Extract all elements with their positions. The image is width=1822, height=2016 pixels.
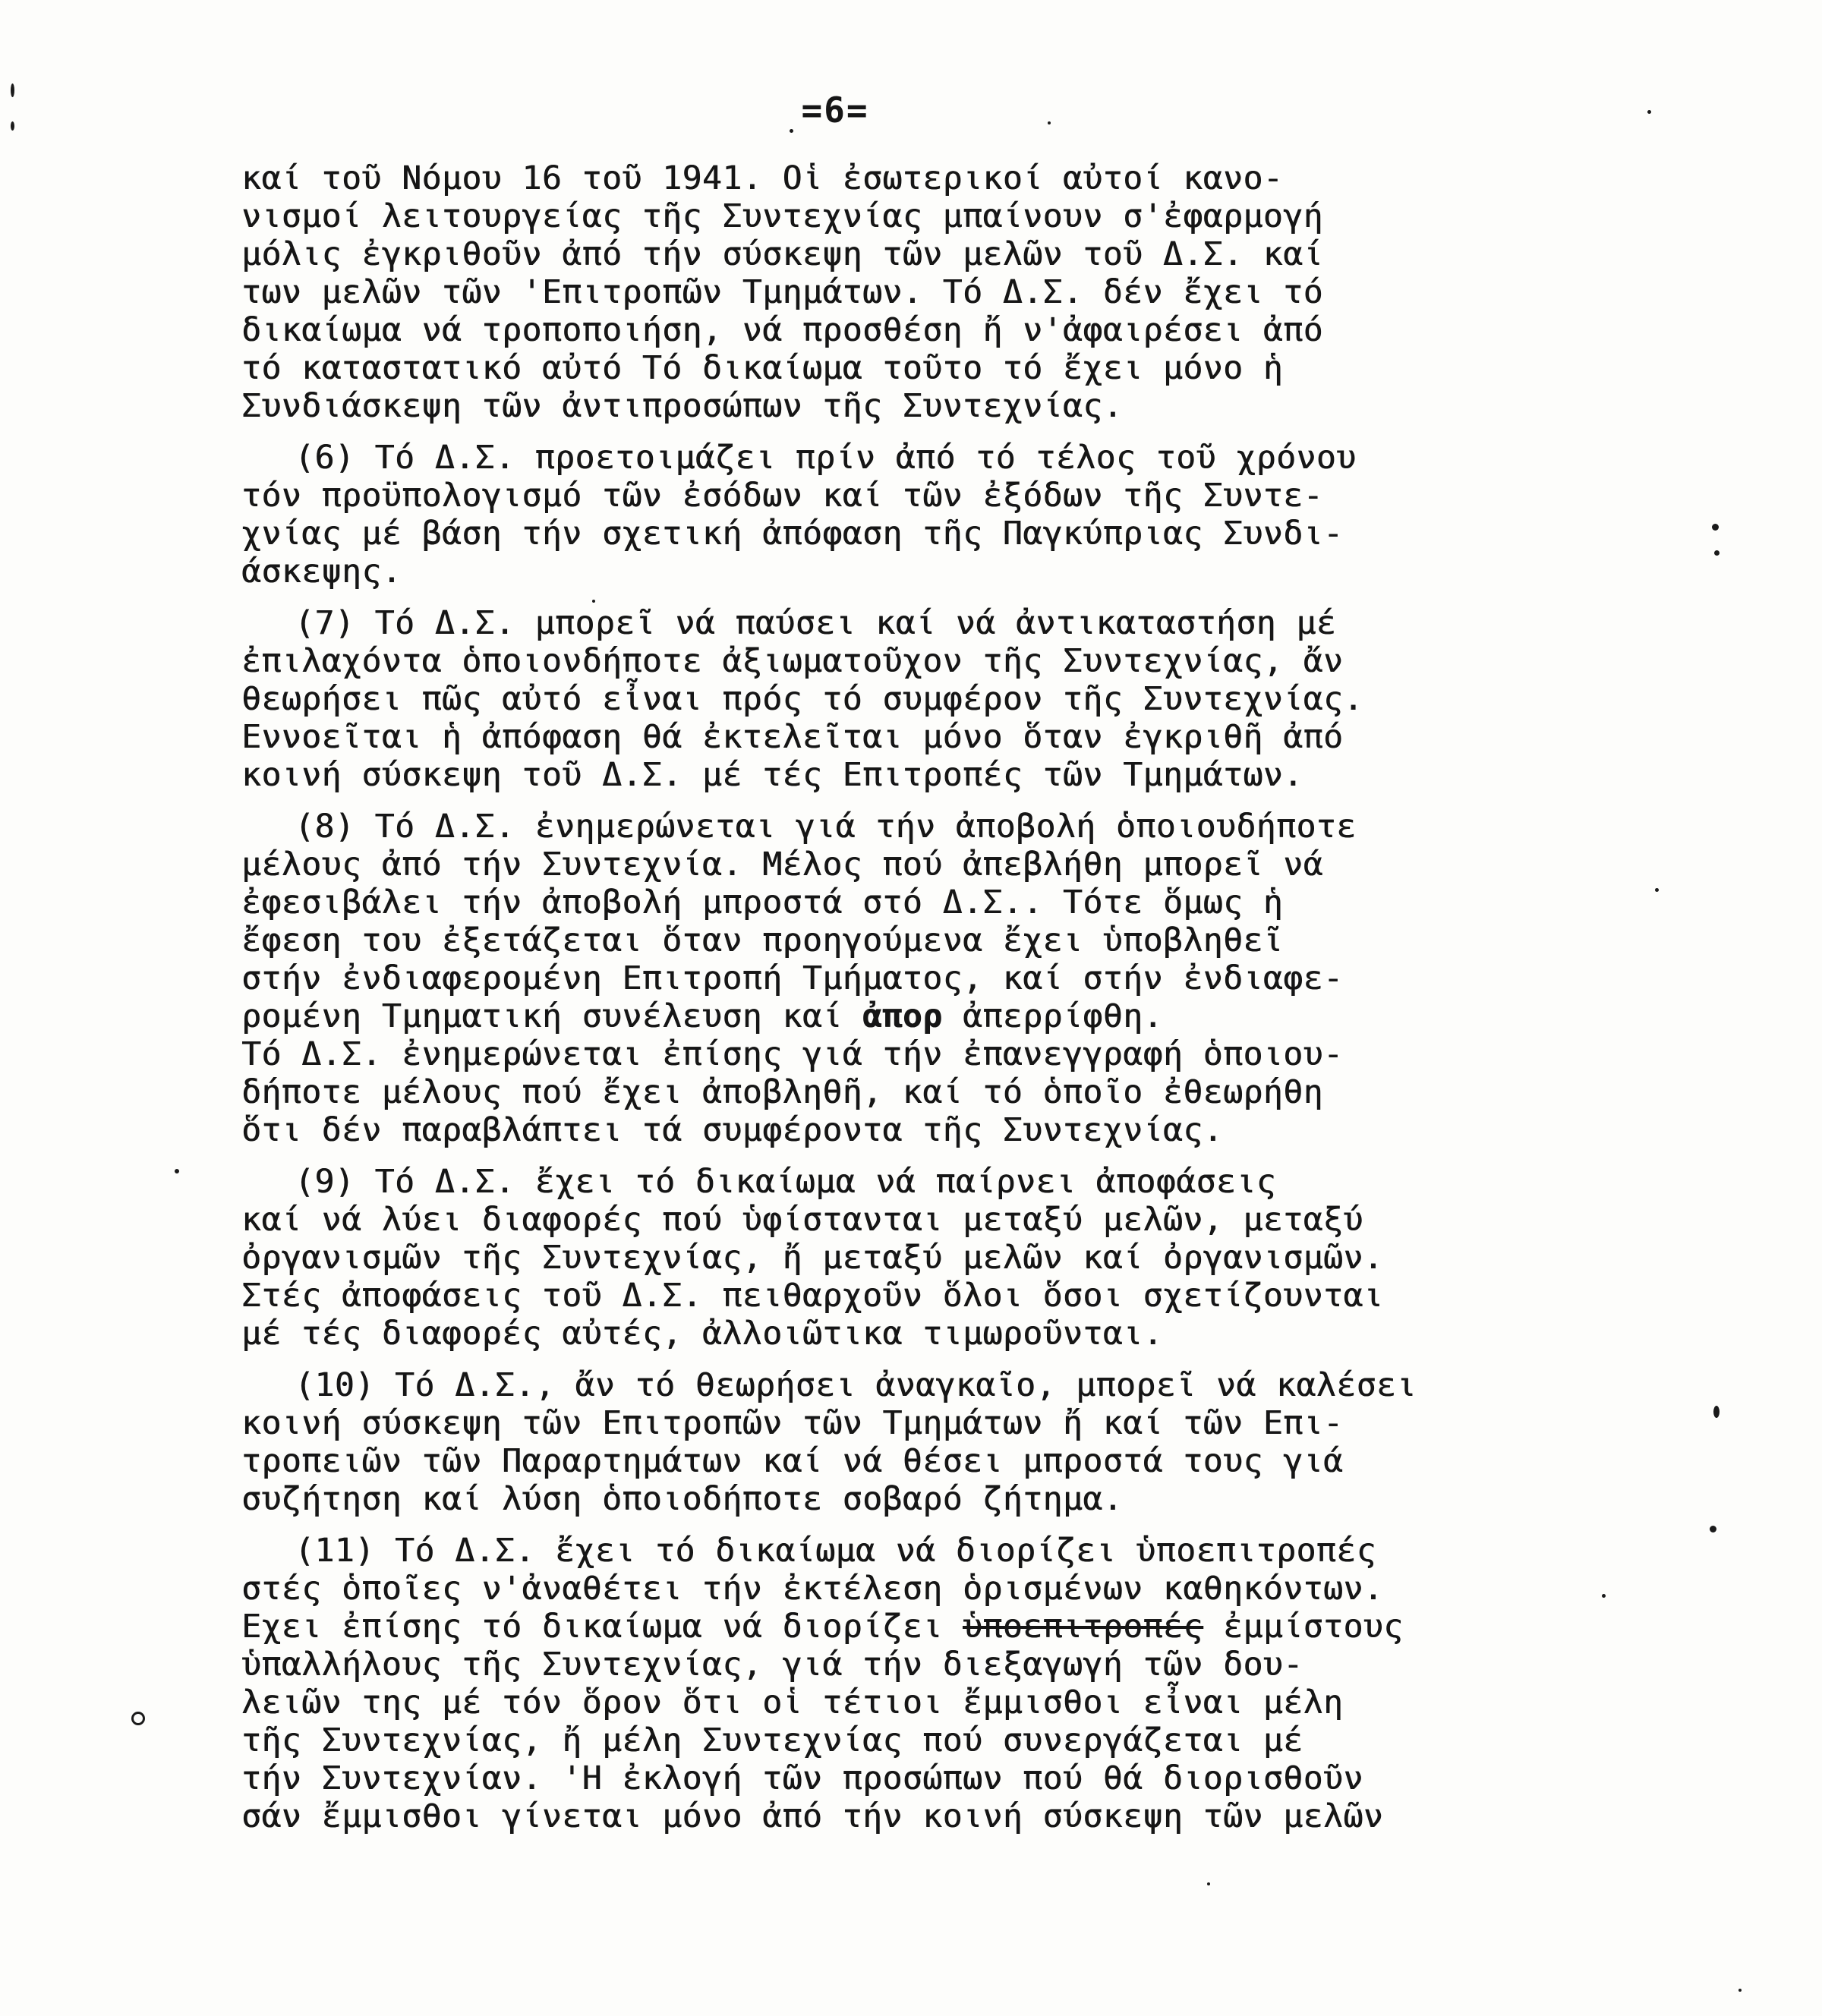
line-text-tail: ἐμμίστους	[1203, 1608, 1404, 1646]
line-text: (11) Τό Δ.Σ. ἔχει τό δικαίωμα νά διορίζει ὑποεπιτροπές	[295, 1532, 1376, 1570]
line-text: ὑπαλλήλους τῆς Συντεχνίας, γιά τήν διεξαγωγή τῶν δου-	[241, 1646, 1303, 1684]
scan-speck	[131, 1712, 145, 1725]
line-text: στήν ἐνδιαφερομένη Επιτροπή Τμήματος, καί στήν ἐνδιαφε-	[241, 959, 1344, 997]
scan-speck	[790, 129, 793, 133]
paragraph	[241, 808, 1585, 1149]
line-text: ἔφεση του ἐξετάζεται ὅταν προηγούμενα ἔχει ὑποβληθεῖ	[241, 921, 1284, 959]
text-line	[241, 1315, 1585, 1353]
text-line	[241, 197, 1585, 235]
line-text: ὀργανισμῶν τῆς Συντεχνίας, ἤ μεταξύ μελῶν καί ὀργανισμῶν.	[241, 1239, 1384, 1277]
text-line	[241, 1277, 1585, 1315]
line-text: κοινή σύσκεψη τῶν Επιτροπῶν τῶν Τμημάτων ἤ καί τῶν Επι-	[241, 1404, 1344, 1442]
line-text: ὅτι δέν παραβλάπτει τά συμφέροντα τῆς Συντεχνίας.	[241, 1111, 1224, 1149]
line-text: (8) Τό Δ.Σ. ἐνημερώνεται γιά τήν ἀποβολή ὁποιουδήποτε	[295, 808, 1357, 846]
text-line	[241, 477, 1585, 515]
text-line	[241, 642, 1585, 680]
scan-speck	[11, 83, 14, 97]
line-text: συζήτηση καί λύση ὁποιοδήποτε σοβαρό ζήτημα.	[241, 1480, 1124, 1518]
scan-speck	[1738, 1989, 1742, 1992]
scan-speck	[175, 1169, 179, 1173]
paragraph	[241, 1163, 1585, 1353]
line-text: νισμοί λειτουργείας τῆς Συντεχνίας μπαίνουν σ'ἐφαρμογή	[241, 197, 1323, 235]
text-line	[241, 884, 1585, 921]
text-line	[241, 349, 1585, 387]
line-text: τό καταστατικό αὐτό Τό δικαίωμα τοῦτο τό ἔχει μόνο ἡ	[241, 349, 1284, 387]
text-line	[241, 1646, 1585, 1684]
line-text: Στές ἀποφάσεις τοῦ Δ.Σ. πειθαρχοῦν ὅλοι ὅσοι σχετίζουνται	[241, 1277, 1384, 1315]
text-line	[241, 439, 1585, 477]
text-line	[241, 604, 1585, 642]
line-text: τήν Συντεχνίαν. 'Η ἐκλογή τῶν προσώπων πού θά διορισθοῦν	[241, 1759, 1363, 1797]
text-line	[241, 997, 1585, 1035]
line-text: μέλους ἀπό τήν Συντεχνία. Μέλος πού ἀπεβλήθη μπορεῖ νά	[241, 846, 1323, 884]
scan-speck	[1713, 1406, 1720, 1418]
text-line	[241, 1442, 1585, 1480]
line-text: (6) Τό Δ.Σ. προετοιμάζει πρίν ἀπό τό τέλος τοῦ χρόνου	[295, 439, 1357, 477]
line-text: (9) Τό Δ.Σ. ἔχει τό δικαίωμα νά παίρνει ἀποφάσεις	[295, 1163, 1277, 1201]
line-text: Συνδιάσκεψη τῶν ἀντιπροσώπων τῆς Συντεχνίας.	[241, 387, 1124, 425]
text-line	[241, 921, 1585, 959]
line-text: άσκεψης.	[241, 553, 402, 591]
text-line	[241, 1570, 1585, 1608]
text-line	[241, 1480, 1585, 1518]
document-body	[241, 159, 1585, 1849]
text-line	[241, 1797, 1585, 1835]
paragraph	[241, 604, 1585, 794]
line-text: θεωρήσει πῶς αὐτό εἶναι πρός τό συμφέρον τῆς Συντεχνίας.	[241, 680, 1363, 718]
paragraph	[241, 439, 1585, 591]
text-line	[241, 1111, 1585, 1149]
line-text: κοινή σύσκεψη τοῦ Δ.Σ. μέ τές Επιτροπές τῶν Τμημάτων.	[241, 756, 1303, 794]
text-line	[241, 311, 1585, 349]
line-text: δικαίωμα νά τροποποιήση, νά προσθέση ἤ ν'ἀφαιρέσει ἀπό	[241, 311, 1323, 349]
scan-speck	[1647, 110, 1651, 114]
line-text: Εχει ἐπίσης τό δικαίωμα νά διορίζει	[241, 1608, 963, 1646]
line-text: (7) Τό Δ.Σ. μπορεῖ νά παύσει καί νά ἀντικαταστήση μέ	[295, 604, 1337, 642]
overtyped-word: ἀπορ	[862, 997, 943, 1035]
line-text: στές ὁποῖες ν'ἀναθέτει τήν ἐκτέλεση ὁρισμένων καθηκόντων.	[241, 1570, 1384, 1608]
paragraph	[241, 1366, 1585, 1518]
text-line	[241, 1201, 1585, 1239]
line-text: λειῶν της μέ τόν ὅρον ὅτι οἱ τέτιοι ἔμμισθοι εἶναι μέλη	[241, 1684, 1344, 1721]
text-line	[241, 1721, 1585, 1759]
line-text: τόν προϋπολογισμό τῶν ἐσόδων καί τῶν ἐξόδων τῆς Συντε-	[241, 477, 1323, 515]
text-line	[241, 273, 1585, 311]
scan-speck	[1048, 121, 1051, 124]
line-text: μόλις ἐγκριθοῦν ἀπό τήν σύσκεψη τῶν μελῶν τοῦ Δ.Σ. καί	[241, 235, 1323, 273]
line-text: τροπειῶν τῶν Παραρτημάτων καί νά θέσει μπροστά τους γιά	[241, 1442, 1344, 1480]
struck-word: ὑποεπιτροπές	[962, 1608, 1203, 1646]
text-line	[241, 1035, 1585, 1073]
scan-speck	[1714, 550, 1720, 556]
text-line	[241, 1608, 1585, 1646]
text-line	[241, 1366, 1585, 1404]
text-line	[241, 718, 1585, 756]
line-text: σάν ἔμμισθοι γίνεται μόνο ἀπό τήν κοινή σύσκεψη τῶν μελῶν	[241, 1797, 1384, 1835]
line-text: καί τοῦ Νόμου 16 τοῦ 1941. Οἱ ἐσωτερικοί αὐτοί κανο-	[241, 159, 1284, 197]
text-line	[241, 1239, 1585, 1277]
scan-speck	[1207, 1882, 1210, 1885]
text-line	[241, 680, 1585, 718]
line-text: Εννοεῖται ἡ ἀπόφαση θά ἐκτελεῖται μόνο ὅταν ἐγκριθῆ ἀπό	[241, 718, 1344, 756]
text-line	[241, 1532, 1585, 1570]
paragraph	[241, 1532, 1585, 1835]
text-line	[241, 387, 1585, 425]
text-line	[241, 846, 1585, 884]
text-line	[241, 808, 1585, 846]
text-line	[241, 235, 1585, 273]
text-line	[241, 1073, 1585, 1111]
line-text: καί νά λύει διαφορές πού ὑφίστανται μεταξύ μελῶν, μεταξύ	[241, 1201, 1363, 1239]
text-line	[241, 1684, 1585, 1721]
line-text: των μελῶν τῶν 'Επιτροπῶν Τμημάτων. Τό Δ.Σ. δέν ἔχει τό	[241, 273, 1323, 311]
text-line	[241, 756, 1585, 794]
scan-speck	[1602, 1594, 1606, 1598]
scan-speck	[592, 600, 595, 603]
line-text: ρομένη Τμηματική συνέλευση καί	[241, 997, 863, 1035]
paragraph	[241, 159, 1585, 425]
line-text: χνίας μέ βάση τήν σχετική ἀπόφαση τῆς Παγκύπριας Συνδι-	[241, 515, 1344, 553]
line-text: ἐφεσιβάλει τήν ἀποβολή μπροστά στό Δ.Σ.. Τότε ὅμως ἡ	[241, 884, 1284, 921]
text-line	[241, 1404, 1585, 1442]
text-line	[241, 515, 1585, 553]
text-line	[241, 553, 1585, 591]
line-text: Τό Δ.Σ. ἐνημερώνεται ἐπίσης γιά τήν ἐπανεγγραφή ὁποιου-	[241, 1035, 1344, 1073]
page-number: =6=	[801, 90, 869, 131]
scan-speck	[1655, 888, 1659, 892]
line-text: (10) Τό Δ.Σ., ἄν τό θεωρήσει ἀναγκαῖο, μπορεῖ νά καλέσει	[295, 1366, 1417, 1404]
line-text-tail: ἀπερρίφθη.	[942, 997, 1163, 1035]
text-line	[241, 159, 1585, 197]
line-text: ἐπιλαχόντα ὁποιονδήποτε ἀξιωματοῦχον τῆς Συντεχνίας, ἄν	[241, 642, 1344, 680]
scan-speck	[1712, 524, 1719, 531]
text-line	[241, 1759, 1585, 1797]
text-line	[241, 1163, 1585, 1201]
line-text: δήποτε μέλους πού ἔχει ἀποβληθῆ, καί τό ὁποῖο ἐθεωρήθη	[241, 1073, 1323, 1111]
text-line	[241, 959, 1585, 997]
scan-speck	[1710, 1526, 1716, 1532]
line-text: τῆς Συντεχνίας, ἤ μέλη Συντεχνίας πού συνεργάζεται μέ	[241, 1721, 1303, 1759]
line-text: μέ τές διαφορές αὐτές, ἀλλοιῶτικα τιμωροῦνται.	[241, 1315, 1163, 1353]
scan-speck	[11, 121, 14, 131]
